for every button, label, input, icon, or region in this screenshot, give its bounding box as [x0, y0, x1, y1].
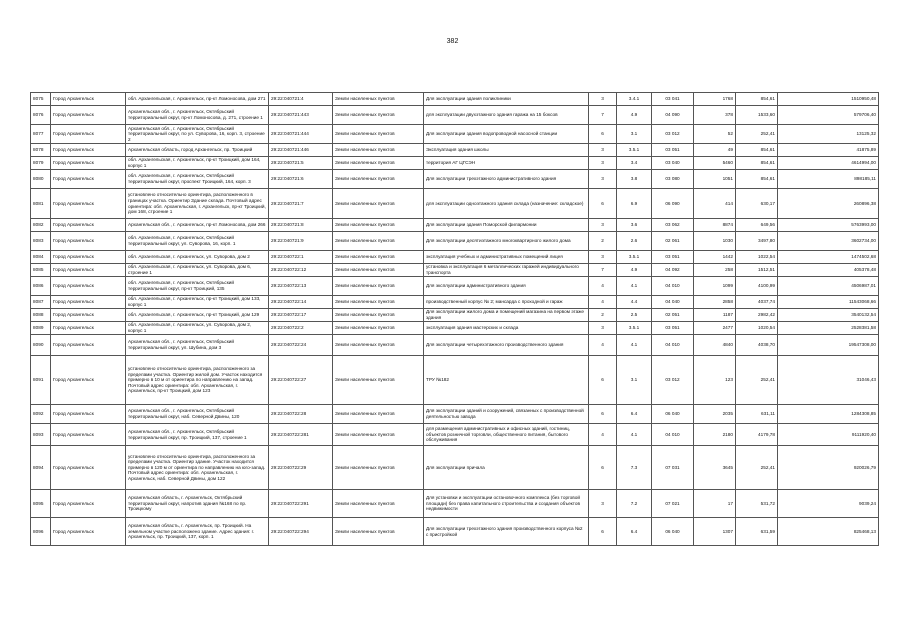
- cadastral-value-cell: 405378,48: [778, 264, 879, 277]
- group-cell: 2: [589, 309, 617, 322]
- area-cell: 5460: [694, 157, 736, 170]
- table-row: [31, 189, 879, 219]
- table-row: [31, 125, 879, 144]
- specific-value-cell: 631,59: [736, 518, 778, 546]
- vri-code-cell: 3.1: [617, 356, 652, 405]
- address-cell: Архангельская обл., г. Архангельск, Октябрьский территориальный округ, наб. Северной Двины, 120: [126, 405, 269, 424]
- row-number: 8090: [31, 335, 51, 356]
- table-row: [31, 170, 879, 189]
- row-number: 8079: [31, 157, 51, 170]
- cadastral-number-cell: 29:22:040722:29: [269, 446, 333, 490]
- row-number: 8085: [31, 264, 51, 277]
- area-cell: 2180: [694, 424, 736, 446]
- specific-value-cell: 1512,51: [736, 264, 778, 277]
- table-row: [31, 322, 879, 335]
- row-number: 8089: [31, 322, 51, 335]
- row-number: 8086: [31, 277, 51, 296]
- table-row: [31, 335, 879, 356]
- area-cell: 49: [694, 144, 736, 157]
- city-cell: Город Архангельск: [51, 309, 126, 322]
- city-cell: Город Архангельск: [51, 405, 126, 424]
- row-number: 8078: [31, 144, 51, 157]
- city-cell: Город Архангельск: [51, 446, 126, 490]
- specific-value-cell: 649,56: [736, 219, 778, 232]
- row-number: 8082: [31, 219, 51, 232]
- use-code-cell: 02 051: [652, 309, 694, 322]
- address-cell: Архангельская обл., г. Архангельск, Октябрьский территориальный округ, пр-кт Ломоносова, д. 271, строение 1: [126, 106, 269, 125]
- group-cell: 4: [589, 424, 617, 446]
- permitted-use-cell: Для эксплуатации здания водопроводной насосной станции: [424, 125, 589, 144]
- group-cell: 3: [589, 251, 617, 264]
- cadastral-value-cell: 1474502,68: [778, 251, 879, 264]
- land-category-cell: Земли населенных пунктов: [333, 125, 424, 144]
- vri-code-cell: 4.9: [617, 264, 652, 277]
- specific-value-cell: 4179,78: [736, 424, 778, 446]
- permitted-use-cell: ТРУ №182: [424, 356, 589, 405]
- vri-code-cell: 4.1: [617, 277, 652, 296]
- cadastral-value-cell: 5763993,00: [778, 219, 879, 232]
- use-code-cell: 03 080: [652, 170, 694, 189]
- address-cell: Архангельская обл., г. Архангельск, пр-кт Ломоносова, дом 266: [126, 219, 269, 232]
- area-cell: 258: [694, 264, 736, 277]
- vri-code-cell: 3.6: [617, 219, 652, 232]
- group-cell: 4: [589, 296, 617, 309]
- table-row: [31, 251, 879, 264]
- cadastral-number-cell: 29:22:040722:2: [269, 322, 333, 335]
- cadastral-value-cell: 9039,24: [778, 490, 879, 518]
- address-cell: Архангельская область, город Архангельск, пр. Троицкий: [126, 144, 269, 157]
- address-cell: обл. Архангельская, г. Архангельск, ул. Суворова, дом 6, строение 1: [126, 264, 269, 277]
- use-code-cell: 06 090: [652, 189, 694, 219]
- area-cell: 1099: [694, 277, 736, 296]
- cadastral-value-cell: 1284308,85: [778, 405, 879, 424]
- row-number: 8093: [31, 424, 51, 446]
- vri-code-cell: 2.6: [617, 232, 652, 251]
- city-cell: Город Архангельск: [51, 322, 126, 335]
- group-cell: 3: [589, 157, 617, 170]
- cadastral-number-cell: 29:22:040721:5: [269, 157, 333, 170]
- vri-code-cell: 4.4: [617, 296, 652, 309]
- cadastral-value-cell: 41875,89: [778, 144, 879, 157]
- row-number: 8094: [31, 446, 51, 490]
- vri-code-cell: 4.1: [617, 424, 652, 446]
- cadastral-number-cell: 29:22:040722:12: [269, 264, 333, 277]
- cadastral-number-cell: 29:22:040722:14: [269, 296, 333, 309]
- cadastral-value-cell: 898185,11: [778, 170, 879, 189]
- address-cell: обл. Архангельская, г. Архангельск, ул. Суворова, дом 2: [126, 251, 269, 264]
- cadastral-number-cell: 29:22:040721:9: [269, 232, 333, 251]
- vri-code-cell: 7.2: [617, 490, 652, 518]
- land-category-cell: Земли населенных пунктов: [333, 264, 424, 277]
- cadastral-value-cell: 260896,38: [778, 189, 879, 219]
- use-code-cell: 03 012: [652, 125, 694, 144]
- area-cell: 8874: [694, 219, 736, 232]
- vri-code-cell: 6.4: [617, 518, 652, 546]
- address-cell: обл. Архангельская, г. Архангельск, пр-кт Троицкий, дом 129: [126, 309, 269, 322]
- cadastral-value-cell: 11543068,66: [778, 296, 879, 309]
- row-number: 8087: [31, 296, 51, 309]
- permitted-use-cell: Для эксплуатации здания поликлиники: [424, 93, 589, 106]
- row-number: 8077: [31, 125, 51, 144]
- cadastral-number-cell: 29:22:040721:7: [269, 189, 333, 219]
- table-row: [31, 518, 879, 546]
- row-number: 8084: [31, 251, 51, 264]
- cadastral-number-cell: 29:22:040722:291: [269, 490, 333, 518]
- use-code-cell: 03 051: [652, 251, 694, 264]
- group-cell: 4: [589, 277, 617, 296]
- city-cell: Город Архангельск: [51, 356, 126, 405]
- row-number: 8096: [31, 518, 51, 546]
- table-row: [31, 424, 879, 446]
- land-category-cell: Земли населенных пунктов: [333, 144, 424, 157]
- permitted-use-cell: Для эксплуатации зданий и сооружений, связанных с производственной деятельностью завода: [424, 405, 589, 424]
- use-code-cell: 03 051: [652, 144, 694, 157]
- group-cell: 3: [589, 219, 617, 232]
- city-cell: Город Архангельск: [51, 251, 126, 264]
- permitted-use-cell: Для эксплуатации административного здания: [424, 277, 589, 296]
- permitted-use-cell: Для эксплуатации трехэтажного здания производственного корпуса №2 с пристройкой: [424, 518, 589, 546]
- land-category-cell: Земли населенных пунктов: [333, 322, 424, 335]
- cadastral-number-cell: 29:22:040721:446: [269, 144, 333, 157]
- address-cell: установлено относительно ориентира, расположенного за пределами участка. Ориентир здание. Участок находится примерно в 120 м от ориентира по направлению на юго-запад. Почтовый адрес ориентира: обл. Архангельская, г. Архангельск, наб. Северной Двины, дом 122: [126, 446, 269, 490]
- use-code-cell: 06 040: [652, 518, 694, 546]
- land-category-cell: Земли населенных пунктов: [333, 356, 424, 405]
- group-cell: 3: [589, 93, 617, 106]
- cadastral-value-cell: 4506987,01: [778, 277, 879, 296]
- area-cell: 1051: [694, 170, 736, 189]
- specific-value-cell: 2982,42: [736, 309, 778, 322]
- use-code-cell: 03 062: [652, 219, 694, 232]
- land-category-cell: Земли населенных пунктов: [333, 189, 424, 219]
- land-category-cell: Земли населенных пунктов: [333, 170, 424, 189]
- cadastral-number-cell: 29:22:040722:1: [269, 251, 333, 264]
- use-code-cell: 04 090: [652, 106, 694, 125]
- cadastral-value-cell: 3602734,00: [778, 232, 879, 251]
- use-code-cell: 06 040: [652, 405, 694, 424]
- land-category-cell: Земли населенных пунктов: [333, 518, 424, 546]
- table-row: [31, 405, 879, 424]
- permitted-use-cell: эксплуатация здания мастерских и склада: [424, 322, 589, 335]
- address-cell: обл. Архангельская, г. Архангельск, пр-кт Троицкий, дом 133, корпус 1: [126, 296, 269, 309]
- specific-value-cell: 854,61: [736, 144, 778, 157]
- address-cell: Архангельская область, г. Архангельск, Октябрьский территориальный округ, напротив здания №168 по пр. Троицкому: [126, 490, 269, 518]
- specific-value-cell: 252,41: [736, 356, 778, 405]
- city-cell: Город Архангельск: [51, 232, 126, 251]
- land-category-cell: Земли населенных пунктов: [333, 277, 424, 296]
- land-category-cell: Земли населенных пунктов: [333, 157, 424, 170]
- land-category-cell: Земли населенных пунктов: [333, 251, 424, 264]
- cadastral-value-cell: 1510950,48: [778, 93, 879, 106]
- table-row: [31, 490, 879, 518]
- row-number: 8076: [31, 106, 51, 125]
- row-number: 8083: [31, 232, 51, 251]
- specific-value-cell: 1533,60: [736, 106, 778, 125]
- row-number: 8092: [31, 405, 51, 424]
- table-row: [31, 446, 879, 490]
- specific-value-cell: 252,41: [736, 446, 778, 490]
- cadastral-value-cell: 3540132,54: [778, 309, 879, 322]
- vri-code-cell: 7.3: [617, 446, 652, 490]
- land-category-cell: Земли населенных пунктов: [333, 446, 424, 490]
- table-row: [31, 277, 879, 296]
- table-row: [31, 144, 879, 157]
- permitted-use-cell: для эксплуатации одноэтажного здания склада (назначение: складское): [424, 189, 589, 219]
- use-code-cell: 03 040: [652, 157, 694, 170]
- group-cell: 3: [589, 322, 617, 335]
- table-row: [31, 106, 879, 125]
- vri-code-cell: 4.9: [617, 106, 652, 125]
- use-code-cell: 04 040: [652, 296, 694, 309]
- vri-code-cell: 6.9: [617, 189, 652, 219]
- permitted-use-cell: Для эксплуатации трехэтажного административного здания: [424, 170, 589, 189]
- cadastral-number-cell: 29:22:040721:443: [269, 106, 333, 125]
- area-cell: 2477: [694, 322, 736, 335]
- page-number: 382: [446, 38, 459, 45]
- vri-code-cell: 4.1: [617, 335, 652, 356]
- cadastral-value-cell: 13125,32: [778, 125, 879, 144]
- area-cell: 3645: [694, 446, 736, 490]
- permitted-use-cell: Для эксплуатации причала: [424, 446, 589, 490]
- area-cell: 17: [694, 490, 736, 518]
- use-code-cell: 04 010: [652, 277, 694, 296]
- permitted-use-cell: Для установки и эксплуатации остановочного комплекса (без торговой площади) без права капитального строительства и создания объектов недвижимости: [424, 490, 589, 518]
- area-cell: 1442: [694, 251, 736, 264]
- row-number: 8091: [31, 356, 51, 405]
- use-code-cell: 02 061: [652, 232, 694, 251]
- permitted-use-cell: для размещения административных и офисных зданий, гостиниц, объектов розничной торговли, общественного питания, бытового обслуживания: [424, 424, 589, 446]
- area-cell: 2035: [694, 405, 736, 424]
- cadastral-value-cell: 2528381,58: [778, 322, 879, 335]
- city-cell: Город Архангельск: [51, 277, 126, 296]
- specific-value-cell: 3497,80: [736, 232, 778, 251]
- land-category-cell: Земли населенных пунктов: [333, 93, 424, 106]
- table-row: [31, 232, 879, 251]
- permitted-use-cell: Для эксплуатации жилого дома и помещений магазина на первом этаже здания: [424, 309, 589, 322]
- cadastral-number-cell: 29:22:040722:28: [269, 405, 333, 424]
- land-category-cell: Земли населенных пунктов: [333, 490, 424, 518]
- row-number: 8095: [31, 490, 51, 518]
- land-category-cell: Земли населенных пунктов: [333, 335, 424, 356]
- area-cell: 1030: [694, 232, 736, 251]
- row-number: 8080: [31, 170, 51, 189]
- group-cell: 4: [589, 335, 617, 356]
- city-cell: Город Архангельск: [51, 424, 126, 446]
- cadastral-number-cell: 29:22:040721:6: [269, 170, 333, 189]
- cadastral-value-cell: 920026,79: [778, 446, 879, 490]
- area-cell: 378: [694, 106, 736, 125]
- cadastral-number-cell: 29:22:040722:281: [269, 424, 333, 446]
- use-code-cell: 04 010: [652, 424, 694, 446]
- city-cell: Город Архангельск: [51, 189, 126, 219]
- city-cell: Город Архангельск: [51, 170, 126, 189]
- address-cell: Архангельская обл., г. Архангельск, Октябрьский территориальный округ, по ул. Суворова, 16, корп. 3, строение 2: [126, 125, 269, 144]
- cadastral-value-cell: 19547308,00: [778, 335, 879, 356]
- use-code-cell: 03 051: [652, 322, 694, 335]
- permitted-use-cell: для эксплуатации двухэтажного здания гаража на 15 боксов: [424, 106, 589, 125]
- use-code-cell: 07 021: [652, 490, 694, 518]
- cadastral-number-cell: 29:22:040721:8: [269, 219, 333, 232]
- use-code-cell: 07 031: [652, 446, 694, 490]
- area-cell: 1768: [694, 93, 736, 106]
- group-cell: 3: [589, 490, 617, 518]
- cadastral-value-cell: 4614994,00: [778, 157, 879, 170]
- cadastral-number-cell: 29:22:040721:444: [269, 125, 333, 144]
- cadastral-value-cell: 825468,13: [778, 518, 879, 546]
- specific-value-cell: 4100,99: [736, 277, 778, 296]
- specific-value-cell: 1020,54: [736, 322, 778, 335]
- vri-code-cell: 3.5.1: [617, 322, 652, 335]
- land-category-cell: Земли населенных пунктов: [333, 405, 424, 424]
- land-category-cell: Земли населенных пунктов: [333, 424, 424, 446]
- cadastral-number-cell: 29:22:040722:13: [269, 277, 333, 296]
- city-cell: Город Архангельск: [51, 125, 126, 144]
- group-cell: 6: [589, 125, 617, 144]
- use-code-cell: 03 012: [652, 356, 694, 405]
- area-cell: 123: [694, 356, 736, 405]
- permitted-use-cell: установка и эксплуатация 6 металлических гаражей индивидуального транспорта: [424, 264, 589, 277]
- vri-code-cell: 6.4: [617, 405, 652, 424]
- address-cell: обл. Архангельская, г. Архангельск, пр-кт Троицкий, дом 164, корпус 1: [126, 157, 269, 170]
- vri-code-cell: 3.5.1: [617, 144, 652, 157]
- cadastral-number-cell: 29:22:040722:27: [269, 356, 333, 405]
- table-row: [31, 93, 879, 106]
- city-cell: Город Архангельск: [51, 93, 126, 106]
- city-cell: Город Архангельск: [51, 144, 126, 157]
- land-category-cell: Земли населенных пунктов: [333, 232, 424, 251]
- vri-code-cell: 3.4: [617, 157, 652, 170]
- specific-value-cell: 854,61: [736, 93, 778, 106]
- address-cell: Архангельская обл., г. Архангельск, Октябрьский территориальный округ, ул. Шубина, дом 3: [126, 335, 269, 356]
- land-category-cell: Земли населенных пунктов: [333, 106, 424, 125]
- address-cell: обл. Архангельская, г. Архангельск, Октябрьский территориальный округ, ул. Суворова, 16, корп. 1: [126, 232, 269, 251]
- city-cell: Город Архангельск: [51, 219, 126, 232]
- city-cell: Город Архангельск: [51, 157, 126, 170]
- use-code-cell: 04 010: [652, 335, 694, 356]
- area-cell: 414: [694, 189, 736, 219]
- permitted-use-cell: территория АГ ЦГСЭН: [424, 157, 589, 170]
- city-cell: Город Архангельск: [51, 335, 126, 356]
- group-cell: 3: [589, 170, 617, 189]
- cadastral-value-cell: 579706,40: [778, 106, 879, 125]
- permitted-use-cell: эксплуатация учебных и административных помещений лицея: [424, 251, 589, 264]
- cadastral-number-cell: 29:22:040722:294: [269, 518, 333, 546]
- city-cell: Город Архангельск: [51, 296, 126, 309]
- specific-value-cell: 4037,74: [736, 296, 778, 309]
- table-row: [31, 309, 879, 322]
- table-row: [31, 157, 879, 170]
- use-code-cell: 03 041: [652, 93, 694, 106]
- group-cell: 7: [589, 106, 617, 125]
- use-code-cell: 04 092: [652, 264, 694, 277]
- address-cell: установлено относительно ориентира, расположенного в границах участка. Ориентир Здание склада. Почтовый адрес ориентира: обл. Архангельская, г. Архангельск, пр-кт Троицкий, дом 168, строение 1: [126, 189, 269, 219]
- cadastral-value-cell: 31046,43: [778, 356, 879, 405]
- specific-value-cell: 4038,70: [736, 335, 778, 356]
- cadastral-registry-table: [30, 92, 879, 546]
- cadastral-value-cell: 9111920,40: [778, 424, 879, 446]
- address-cell: установлено относительно ориентира, расположенного за пределами участка. Ориентир жилой дом. Участок находится примерно в 10 м от ориентира по направлению на запад. Почтовый адрес ориентира: обл. Архангельская, г. Архангельск, пр-кт Троицкий, дом 123: [126, 356, 269, 405]
- cadastral-number-cell: 29:22:040722:17: [269, 309, 333, 322]
- cadastral-number-cell: 29:22:040722:24: [269, 335, 333, 356]
- address-cell: Архангельская область, г. Архангельск, пр. Троицкий. На земельном участке расположено здание. Адрес здания: г. Архангельск, пр. Троицкий, 137, корп. 1: [126, 518, 269, 546]
- row-number: 8088: [31, 309, 51, 322]
- vri-code-cell: 3.4.1: [617, 93, 652, 106]
- city-cell: Город Архангельск: [51, 490, 126, 518]
- permitted-use-cell: Для эксплуатации десятиэтажного многоквартирного жилого дома: [424, 232, 589, 251]
- table-row: [31, 356, 879, 405]
- land-category-cell: Земли населенных пунктов: [333, 296, 424, 309]
- row-number: 8075: [31, 93, 51, 106]
- group-cell: 7: [589, 264, 617, 277]
- address-cell: обл. Архангельская, г. Архангельск, пр-кт Ломоносова, дом 271: [126, 93, 269, 106]
- permitted-use-cell: производственный корпус № 2; мансарда с проходной и гараж: [424, 296, 589, 309]
- vri-code-cell: 3.8: [617, 170, 652, 189]
- group-cell: 6: [589, 518, 617, 546]
- group-cell: 6: [589, 189, 617, 219]
- land-category-cell: Земли населенных пунктов: [333, 309, 424, 322]
- group-cell: 6: [589, 446, 617, 490]
- city-cell: Город Архангельск: [51, 518, 126, 546]
- vri-code-cell: 3.1: [617, 125, 652, 144]
- table-row: [31, 296, 879, 309]
- area-cell: 4840: [694, 335, 736, 356]
- area-cell: 1307: [694, 518, 736, 546]
- group-cell: 3: [589, 144, 617, 157]
- area-cell: 1187: [694, 309, 736, 322]
- vri-code-cell: 2.5: [617, 309, 652, 322]
- group-cell: 6: [589, 405, 617, 424]
- address-cell: Архангельская обл., г. Архангельск, Октябрьский территориальный округ, пр. Троицкий, 137, строение 1: [126, 424, 269, 446]
- group-cell: 2: [589, 232, 617, 251]
- group-cell: 6: [589, 356, 617, 405]
- specific-value-cell: 631,11: [736, 405, 778, 424]
- area-cell: 2858: [694, 296, 736, 309]
- row-number: 8081: [31, 189, 51, 219]
- city-cell: Город Архангельск: [51, 264, 126, 277]
- address-cell: обл. Архангельская, г. Архангельск, Октябрьский территориальный округ, проспект Троицкий, 164, корп. 3: [126, 170, 269, 189]
- permitted-use-cell: Эксплуатация здания школы: [424, 144, 589, 157]
- specific-value-cell: 252,41: [736, 125, 778, 144]
- specific-value-cell: 854,61: [736, 170, 778, 189]
- address-cell: обл. Архангельская, г. Архангельск, ул. Суворова, дом 2, корпус 1: [126, 322, 269, 335]
- table-row: [31, 219, 879, 232]
- specific-value-cell: 1022,54: [736, 251, 778, 264]
- permitted-use-cell: Для эксплуатации четырехэтажного производственного здания: [424, 335, 589, 356]
- city-cell: Город Архангельск: [51, 106, 126, 125]
- permitted-use-cell: Для эксплуатации здания Поморской филармонии: [424, 219, 589, 232]
- specific-value-cell: 854,61: [736, 157, 778, 170]
- table-row: [31, 264, 879, 277]
- address-cell: обл. Архангельская, г. Архангельск, Октябрьский территориальный округ, пр-кт Троицкий, 135: [126, 277, 269, 296]
- specific-value-cell: 630,17: [736, 189, 778, 219]
- area-cell: 52: [694, 125, 736, 144]
- cadastral-number-cell: 29:22:040721:4: [269, 93, 333, 106]
- land-category-cell: Земли населенных пунктов: [333, 219, 424, 232]
- vri-code-cell: 3.5.1: [617, 251, 652, 264]
- specific-value-cell: 531,72: [736, 490, 778, 518]
